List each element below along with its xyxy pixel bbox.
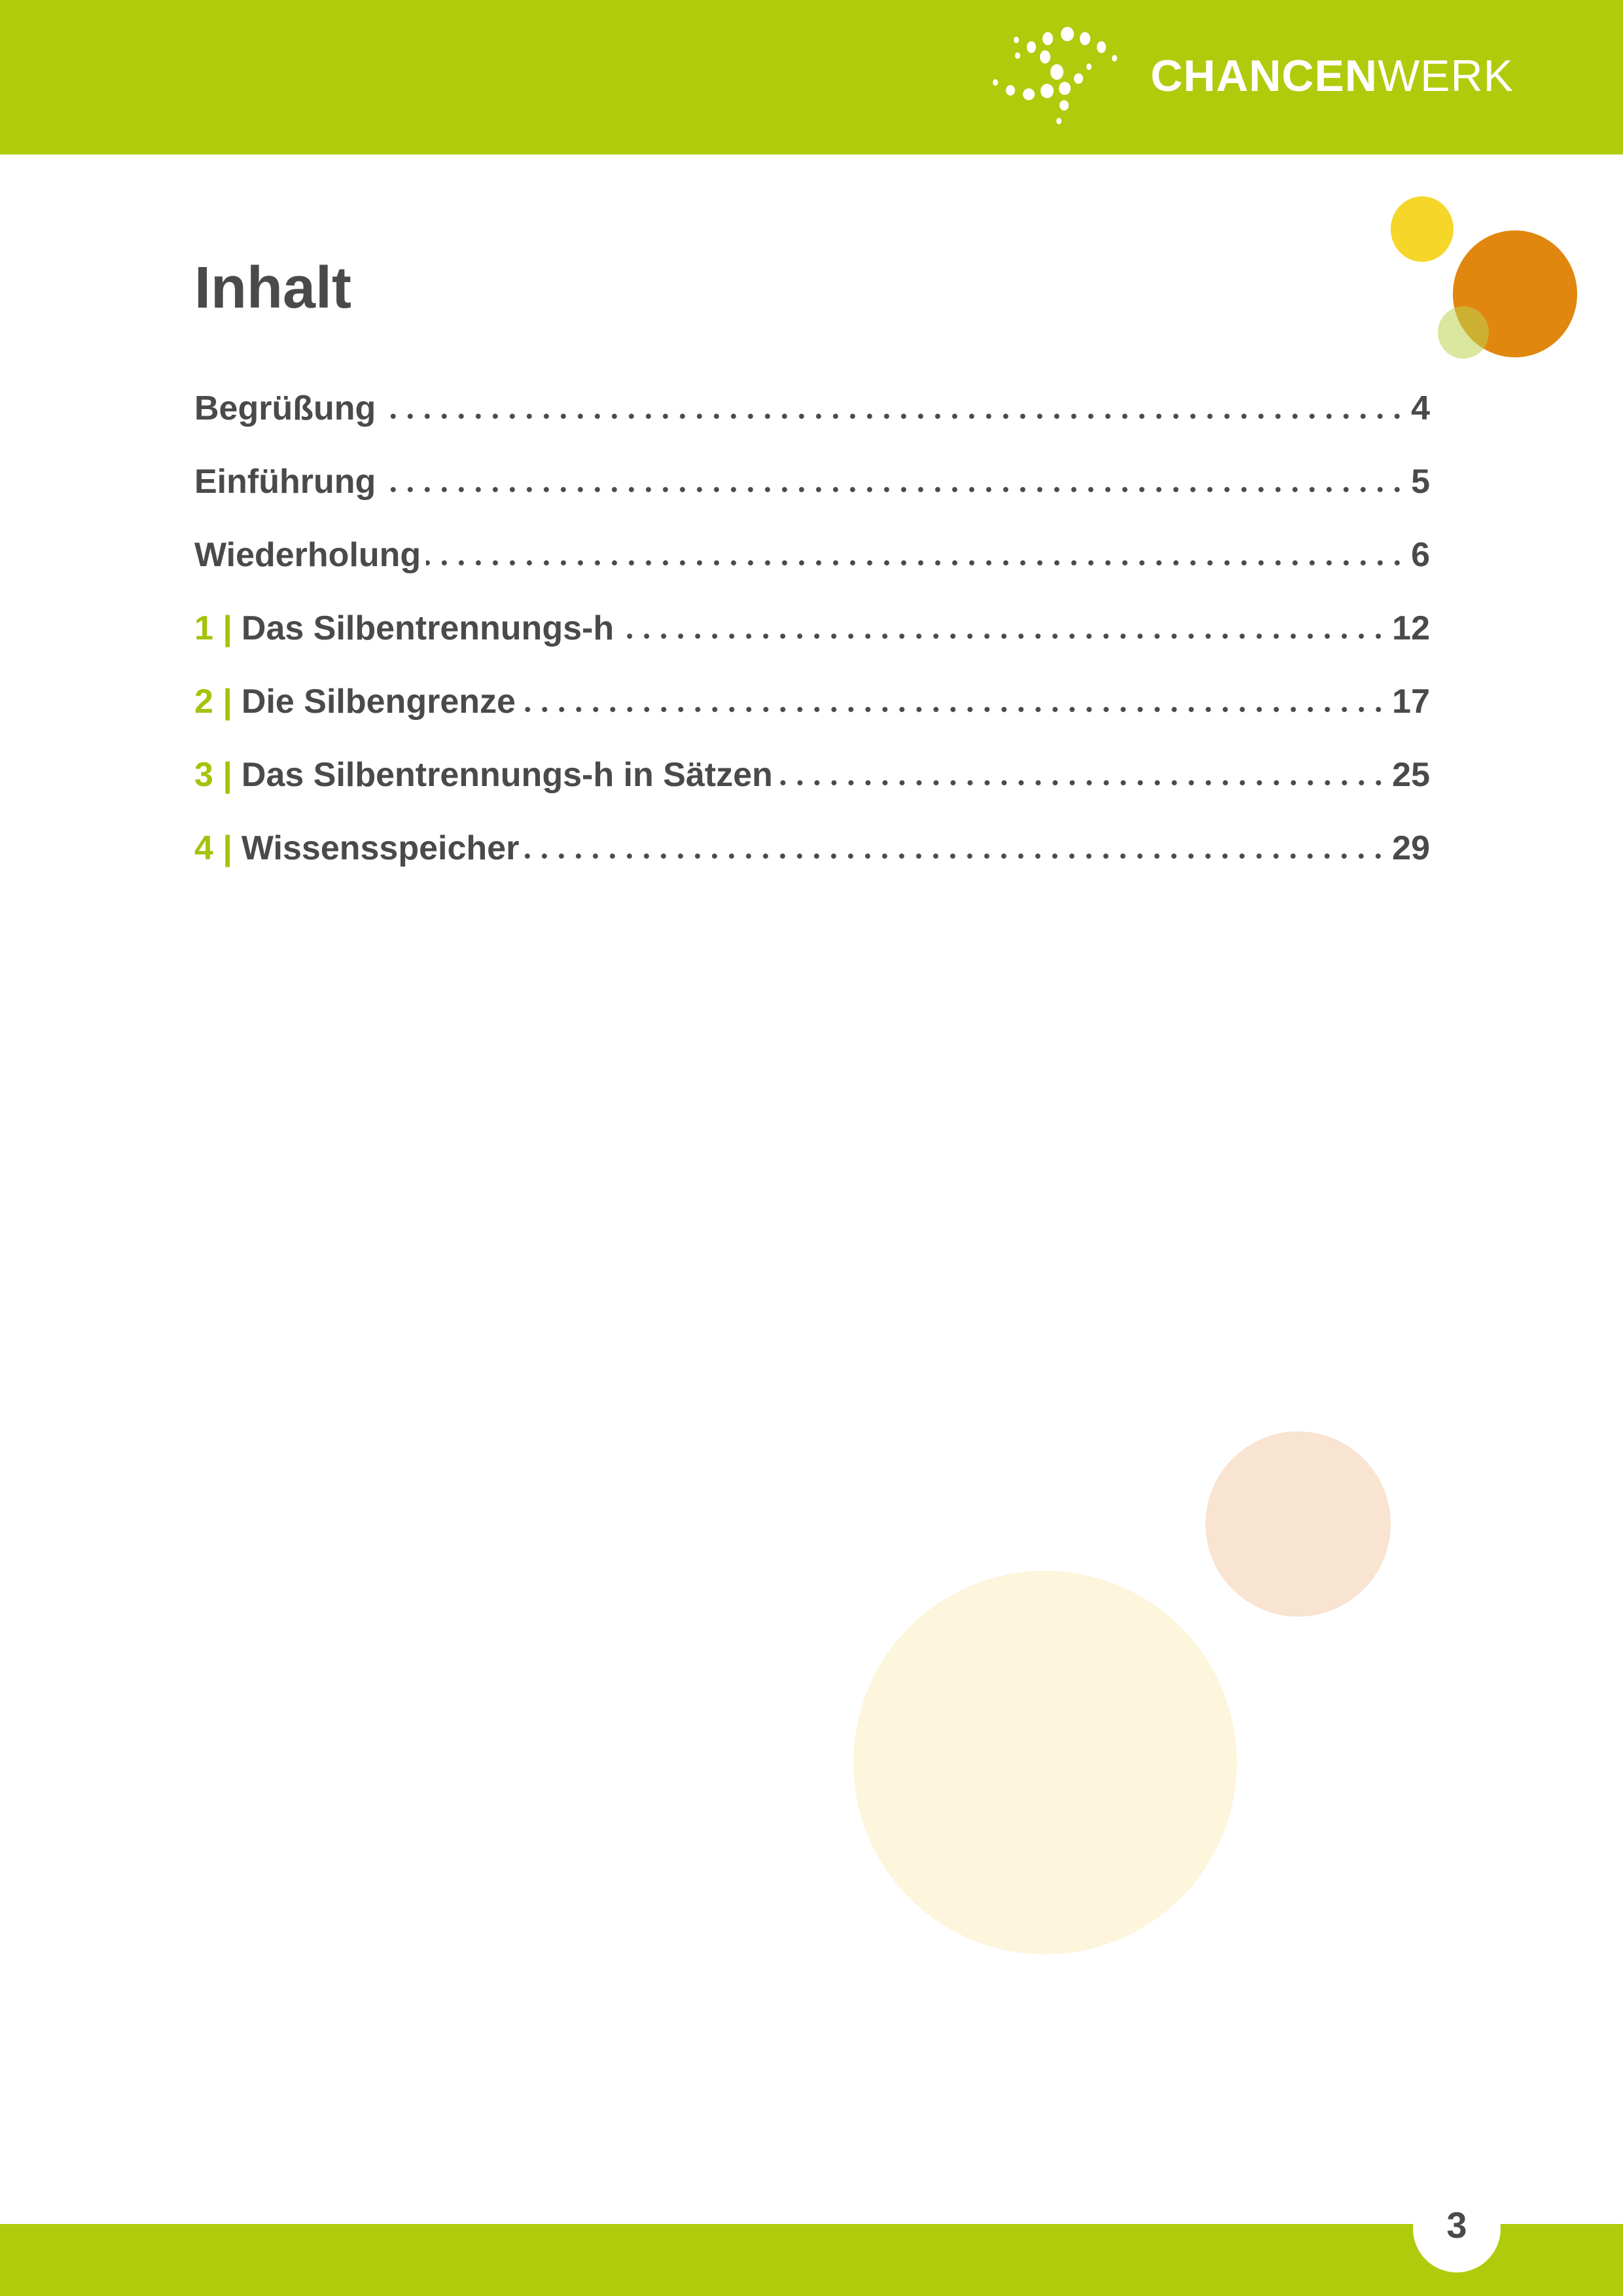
chapter-number: 4 | xyxy=(194,829,232,867)
toc-page: 5 xyxy=(1411,463,1430,501)
footer-bar xyxy=(0,2224,1623,2296)
dot-leader xyxy=(524,853,1387,859)
brand-name xyxy=(1150,51,1514,101)
brand-name-bold: CHANCEN xyxy=(1150,51,1378,101)
toc-label: Das Silbentrennungs-h in Sätzen xyxy=(241,756,773,794)
decor-circle-peach xyxy=(1205,1431,1391,1617)
toc-entry[interactable] xyxy=(194,538,1430,611)
decor-circle-yellow xyxy=(1391,196,1454,262)
toc-label: Wissensspeicher xyxy=(241,829,520,867)
toc-page: 17 xyxy=(1392,683,1430,721)
toc-entry[interactable] xyxy=(194,465,1430,538)
toc-label: Die Silbengrenze xyxy=(241,683,516,721)
toc-entry[interactable] xyxy=(194,391,1430,465)
chapter-number: 3 | xyxy=(194,756,232,794)
brand-name-light: WERK xyxy=(1378,51,1514,101)
decor-circle-cream xyxy=(853,1571,1237,1954)
page-number: 3 xyxy=(1446,2204,1467,2246)
table-of-contents xyxy=(194,391,1430,905)
logo-dots-icon xyxy=(988,26,1126,131)
toc-page: 4 xyxy=(1411,389,1430,427)
toc-page: 29 xyxy=(1392,829,1430,867)
toc-entry[interactable] xyxy=(194,611,1430,685)
dot-leader xyxy=(521,706,1387,713)
chancenwerk-logo xyxy=(988,26,1551,131)
dot-leader xyxy=(381,486,1406,493)
toc-page: 12 xyxy=(1392,609,1430,647)
toc-entry[interactable] xyxy=(194,685,1430,758)
toc-label: Begrüßung xyxy=(194,389,376,427)
dot-leader xyxy=(778,780,1387,786)
toc-label: Einführung xyxy=(194,463,376,501)
header-bar xyxy=(0,0,1623,154)
toc-entry[interactable] xyxy=(194,831,1430,905)
page-title: Inhalt xyxy=(194,255,351,321)
toc-label: Das Silbentrennungs-h xyxy=(241,609,615,647)
toc-page: 6 xyxy=(1411,536,1430,574)
decor-circle-lightgreen xyxy=(1438,306,1489,359)
chapter-number: 2 | xyxy=(194,683,232,721)
dot-leader xyxy=(426,560,1406,566)
toc-label: Wiederholung xyxy=(194,536,421,574)
toc-entry[interactable] xyxy=(194,758,1430,831)
dot-leader xyxy=(619,633,1387,639)
dot-leader xyxy=(381,413,1406,420)
chapter-number: 1 | xyxy=(194,609,232,647)
toc-page: 25 xyxy=(1392,756,1430,794)
